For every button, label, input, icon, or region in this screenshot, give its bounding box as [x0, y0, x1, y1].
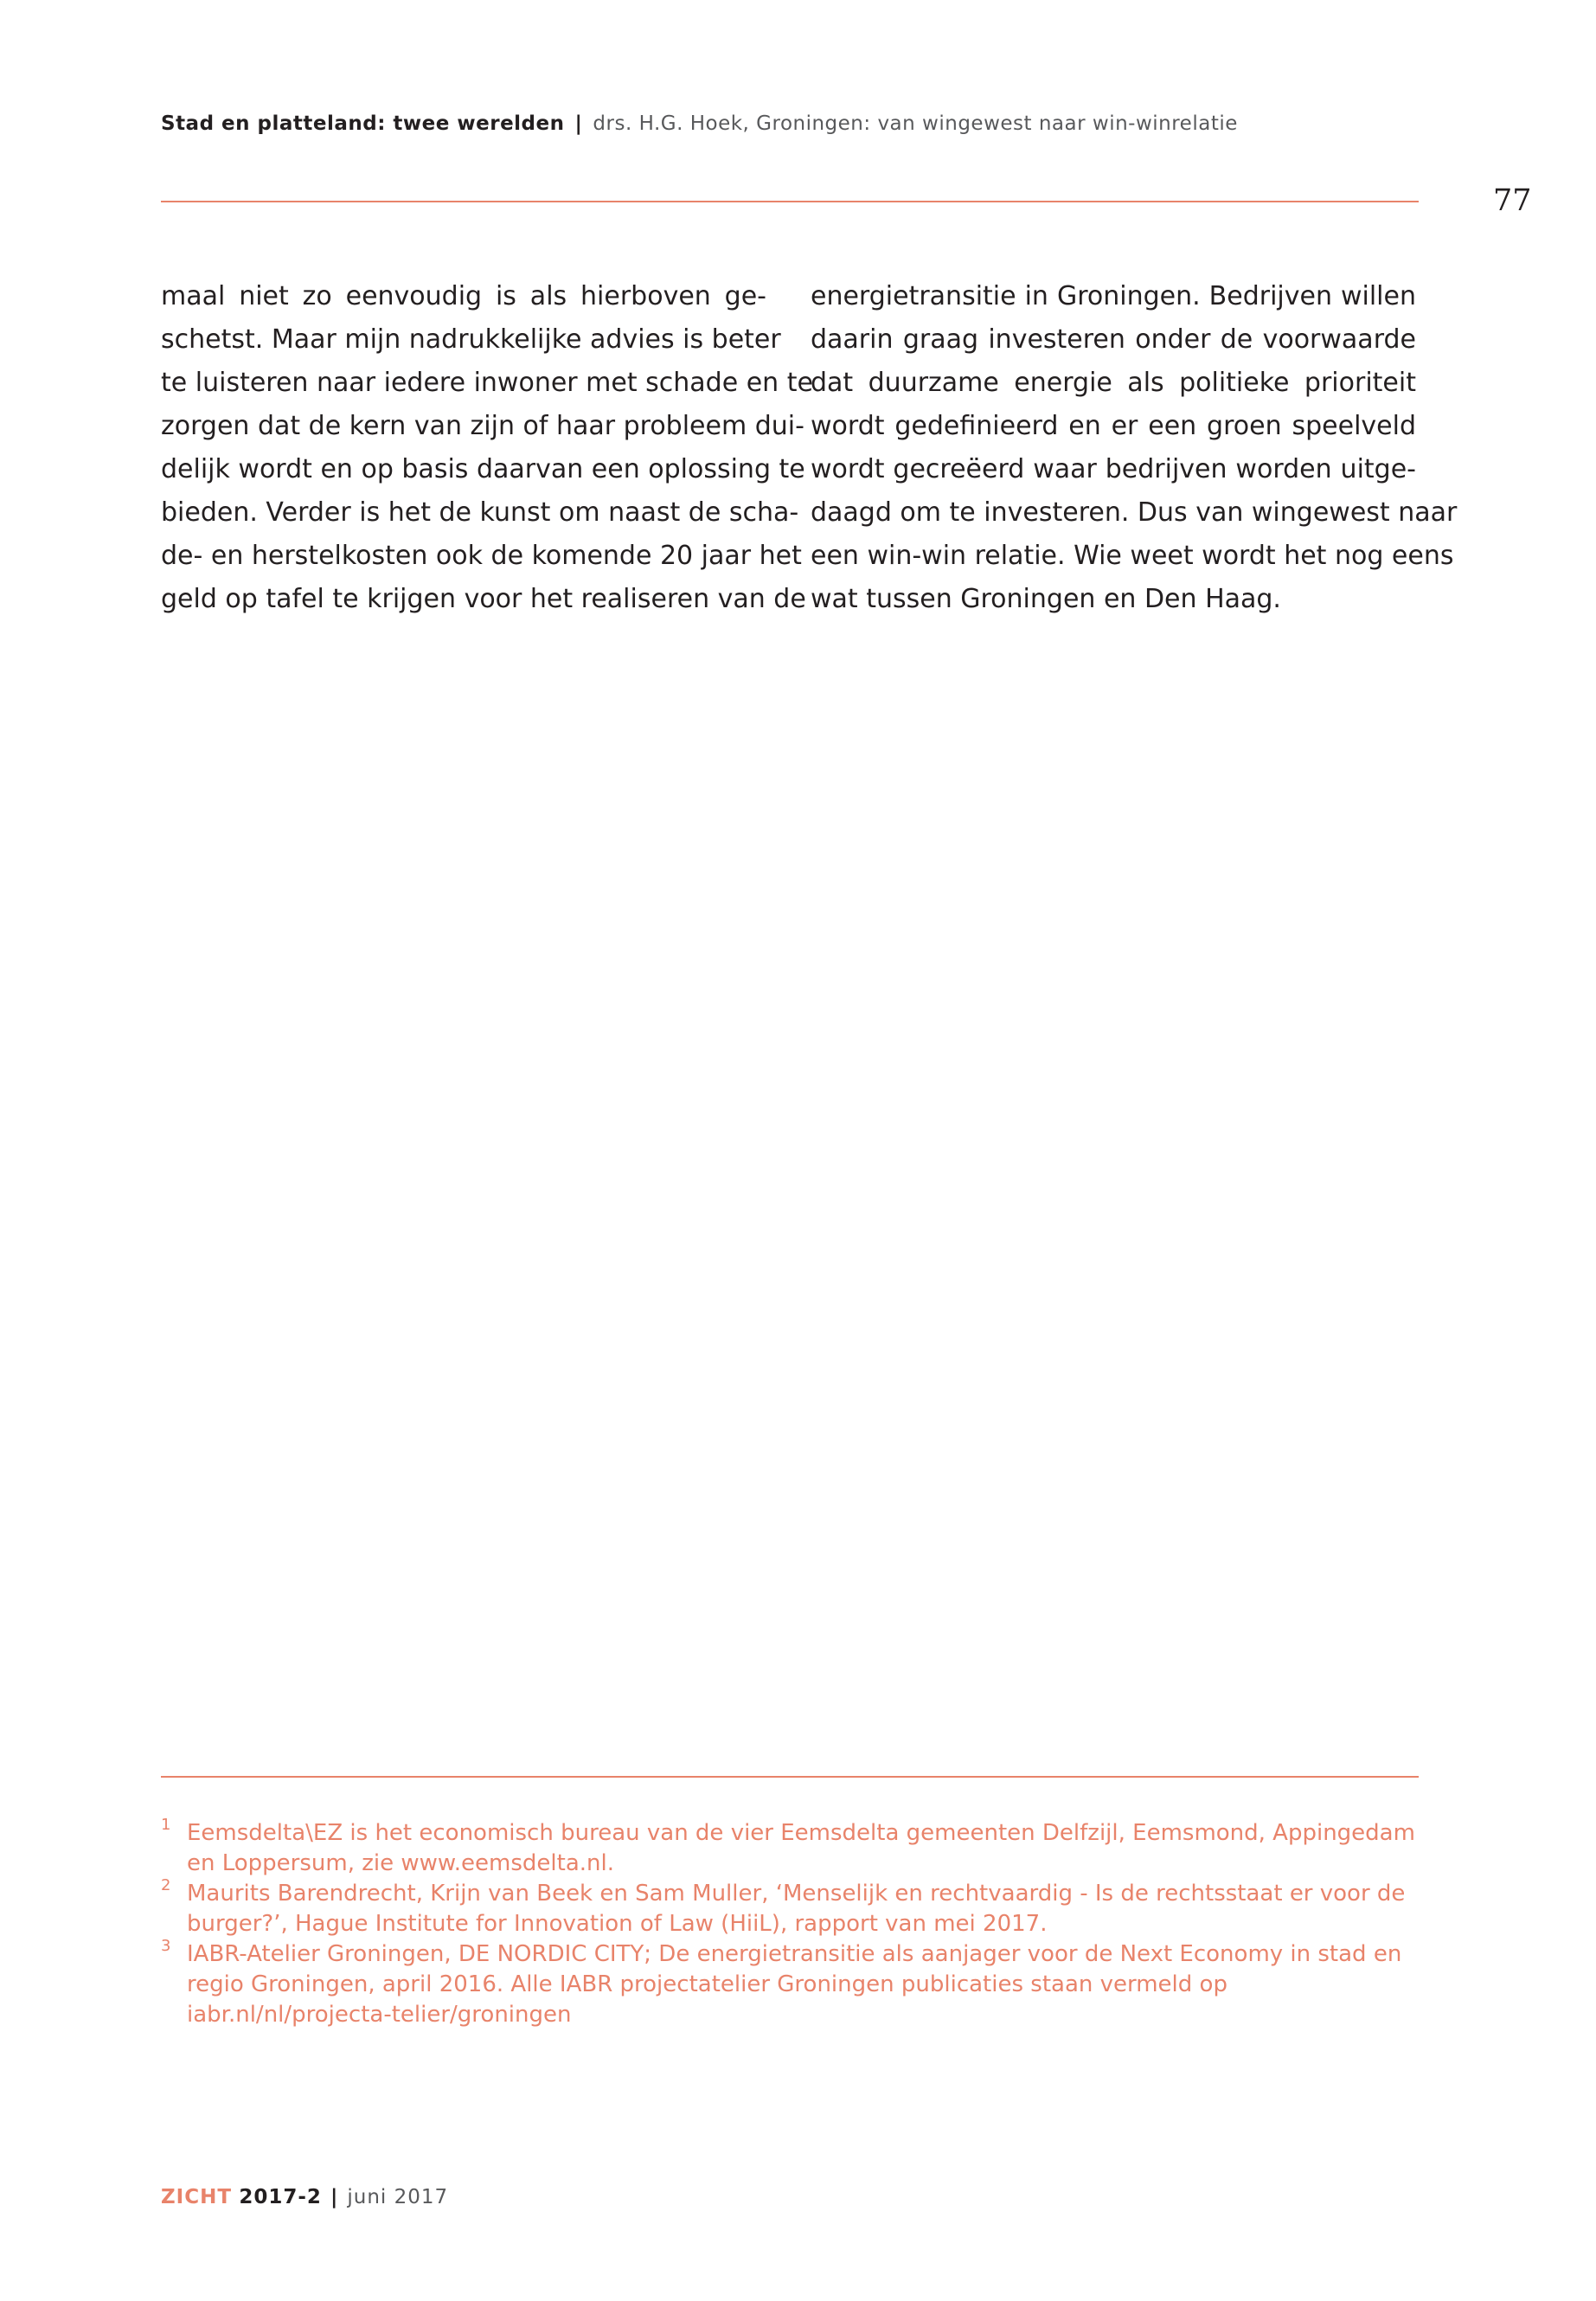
footer-issue: 2017-2 — [239, 2186, 322, 2208]
footnote-text: Maurits Barendrecht, Krijn van Beek en Sam Muller, ‘Menselijk en rechtvaardig - Is de rechtsstaat er voor de burger?’, Hague Institute for Innovation of Law (HiiL), rapport van mei 2017. — [187, 1881, 1406, 1937]
body-line: schetst. Maar mijn nadrukkelijke advies is beter — [161, 324, 781, 355]
footnote-rule — [161, 1776, 1419, 1778]
footer-separator: | — [330, 2186, 339, 2208]
body-line: te luisteren naar iedere inwoner met schade en te — [161, 368, 813, 398]
body-line: maal niet zo eenvoudig is als hierboven ge- — [161, 281, 766, 311]
body-column-right — [811, 275, 1458, 621]
footnote-text: IABR-Atelier Groningen, DE NORDIC CITY; De energietransitie als aanjager voor de Next Economy in stad en regio Groningen, april 2016. Alle IABR projectatelier Groningen publicaties staan vermeld op iabr.nl/nl/projecta-telier/groningen — [187, 1941, 1402, 2028]
body-column-left — [161, 275, 813, 621]
page-number: 77 — [1493, 183, 1532, 218]
header-section-title: Stad en platteland: twee werelden — [161, 112, 565, 135]
body-line: de- en herstelkosten ook de komende 20 jaar het — [161, 541, 802, 571]
footer-brand: ZICHT — [161, 2186, 233, 2208]
body-line: zorgen dat de kern van zijn of haar probleem dui- — [161, 411, 804, 441]
footnote-number: 2 — [161, 1876, 171, 1894]
body-line: een win-win relatie. Wie weet wordt het nog eens — [811, 541, 1454, 571]
footnote-number: 3 — [161, 1937, 171, 1955]
footnote-2 — [161, 1876, 1424, 1939]
body-line: daagd om te investeren. Dus van wingewest naar — [811, 497, 1458, 528]
body-line: delijk wordt en op basis daarvan een oplossing te — [161, 454, 805, 484]
body-line: bieden. Verder is het de kunst om naast de scha- — [161, 497, 799, 528]
page-footer — [161, 2186, 448, 2208]
footnotes — [161, 1818, 1424, 2030]
header-article-title: drs. H.G. Hoek, Groningen: van wingewest naar win-winrelatie — [593, 112, 1238, 135]
body-line: energietransitie in Groningen. Bedrijven willen — [811, 281, 1416, 311]
running-header — [161, 112, 1424, 135]
footer-date: juni 2017 — [347, 2186, 449, 2208]
footnote-1 — [161, 1818, 1424, 1879]
body-line: wordt gedefinieerd en er een groen speelveld — [811, 411, 1416, 441]
body-line: geld op tafel te krijgen voor het realiseren van de — [161, 584, 806, 614]
body-line: dat duurzame energie als politieke prioriteit — [811, 368, 1416, 398]
body-line: wordt gecreëerd waar bedrijven worden uitge- — [811, 454, 1416, 484]
header-separator: | — [574, 112, 583, 135]
header-rule — [161, 201, 1419, 202]
body-line: wat tussen Groningen en Den Haag. — [811, 584, 1281, 614]
footnote-text: Eemsdelta\EZ is het economisch bureau van de vier Eemsdelta gemeenten Delfzijl, Eemsmond, Appingedam en Loppersum, zie www.eemsdelta.nl. — [187, 1820, 1415, 1876]
body-line: daarin graag investeren onder de voorwaarde — [811, 324, 1416, 355]
footnote-number: 1 — [161, 1816, 171, 1834]
footnote-3 — [161, 1939, 1424, 2030]
